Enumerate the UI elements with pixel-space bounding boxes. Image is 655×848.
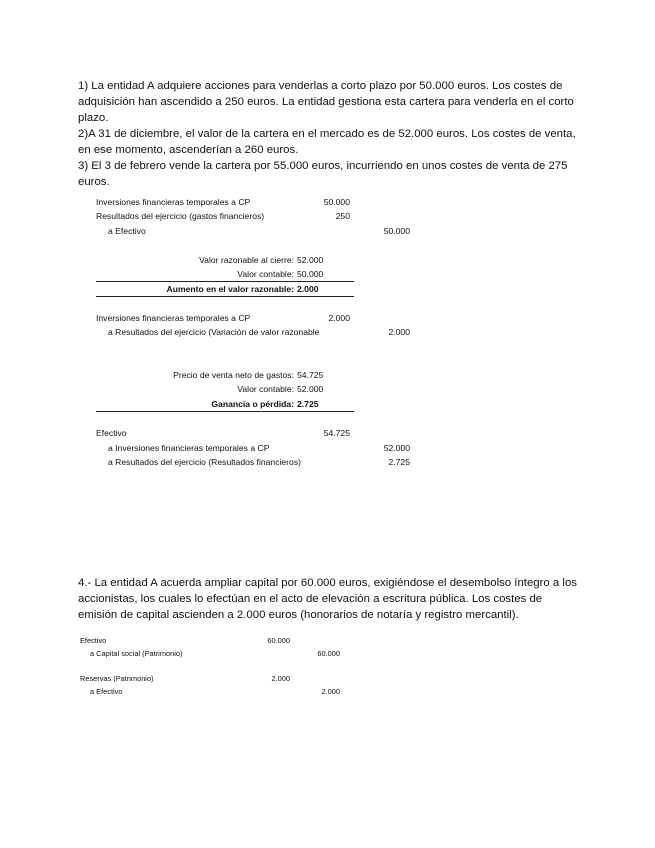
entry-account: Inversiones financieras temporales a CP bbox=[96, 313, 251, 323]
entry-credit: 50.000 bbox=[383, 226, 410, 236]
calc-value: 52.000 bbox=[297, 384, 324, 394]
calc-total-value: 2.725 bbox=[297, 399, 319, 409]
entry-credit: 2.000 bbox=[321, 687, 340, 696]
calc-total-label: Aumento en el valor razonable: bbox=[166, 284, 294, 294]
entry-account: a Efectivo bbox=[90, 687, 123, 696]
statement-4: 4.- La entidad A acuerda ampliar capital por 60.000 euros, exigiéndose el desembolso íntegro a los accionistas, los cuales lo efectúan en el acto de elevación a escritura pública. Los costes de emisión de capital ascienden a 2.000 euros (honorarios de notaría y registro mercantil). bbox=[78, 577, 577, 621]
calc-label: Precio de venta neto de gastos: bbox=[173, 370, 294, 380]
calc-label: Valor contable: bbox=[237, 384, 294, 394]
entry-account: a Capital social (Patrimonio) bbox=[90, 649, 183, 658]
entry-account: Efectivo bbox=[96, 428, 127, 438]
entry-debit: 2.000 bbox=[271, 674, 290, 683]
total-rule bbox=[96, 281, 354, 282]
section-4-statement bbox=[78, 575, 583, 623]
calc-label: Valor contable: bbox=[237, 269, 294, 279]
entry-credit: 2.000 bbox=[388, 327, 410, 337]
entry-credit: 2.725 bbox=[388, 457, 410, 467]
statement-3: 3) El 3 de febrero vende la cartera por 55.000 euros, incurriendo en unos costes de venta de 275 euros. bbox=[78, 160, 568, 188]
calc-value: 54.725 bbox=[297, 370, 324, 380]
entry-debit: 50.000 bbox=[323, 197, 350, 207]
entry-account: Reservas (Patrimonio) bbox=[80, 674, 154, 683]
entry-account: Inversiones financieras temporales a CP bbox=[96, 197, 251, 207]
entry-debit: 2.000 bbox=[328, 313, 350, 323]
entry-credit: 60.000 bbox=[317, 649, 340, 658]
calc-total-label: Ganancia o pérdida: bbox=[211, 399, 294, 409]
entry-account: a Resultados del ejercicio (Variación de valor razonable bbox=[108, 327, 320, 337]
entry-debit: 54.725 bbox=[323, 428, 350, 438]
entry-account: a Resultados del ejercicio (Resultados financieros) bbox=[108, 457, 301, 467]
problem-statement bbox=[78, 78, 583, 190]
entry-debit: 250 bbox=[335, 211, 350, 221]
total-rule bbox=[96, 296, 354, 297]
statement-1: 1) La entidad A adquiere acciones para venderlas a corto plazo por 50.000 euros. Los costes de adquisición han ascendido a 250 euros. La entidad gestiona esta cartera para venderla en el corto plazo. bbox=[78, 80, 574, 124]
statement-2: 2)A 31 de diciembre, el valor de la cartera en el mercado es de 52.000 euros. Los costes de venta, en ese momento, ascenderían a 260 euros. bbox=[78, 128, 576, 156]
calc-value: 50.000 bbox=[297, 269, 324, 279]
calc-total-value: 2.000 bbox=[297, 284, 319, 294]
calc-value: 52.000 bbox=[297, 255, 324, 265]
entry-account: a Efectivo bbox=[108, 226, 146, 236]
entry-account: a Inversiones financieras temporales a CP bbox=[108, 443, 270, 453]
entry-account: Efectivo bbox=[80, 636, 107, 645]
total-rule bbox=[96, 411, 354, 412]
entry-account: Resultados del ejercicio (gastos financieros) bbox=[96, 211, 265, 221]
calc-label: Valor razonable al cierre: bbox=[199, 255, 294, 265]
entry-debit: 60.000 bbox=[267, 636, 290, 645]
entry-credit: 52.000 bbox=[383, 443, 410, 453]
